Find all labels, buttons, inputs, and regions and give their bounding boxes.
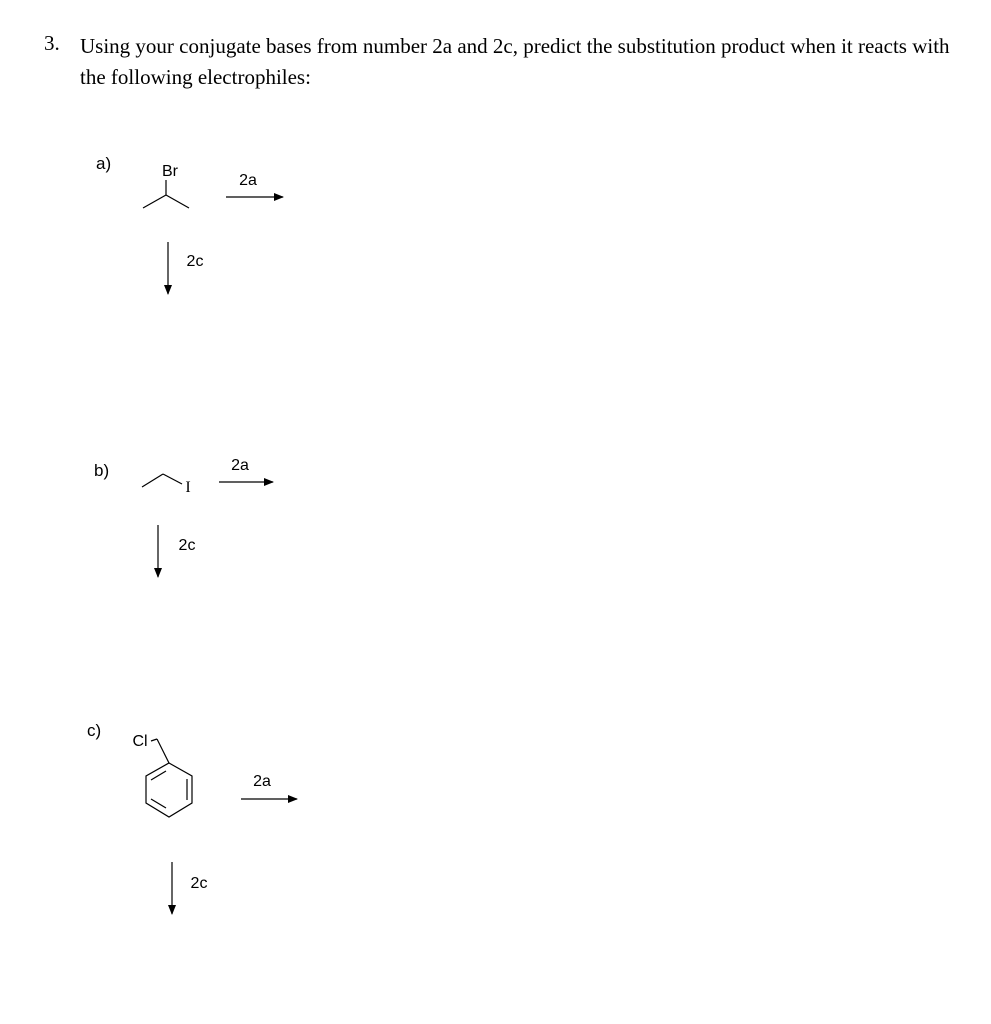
part-a-right-reagent: 2a — [239, 172, 257, 189]
part-a-left-methyl-bond — [143, 195, 166, 208]
part-b-right-reagent: 2a — [231, 457, 249, 474]
part-c-label: c) — [87, 721, 102, 740]
part-a-down-reagent: 2c — [186, 253, 204, 270]
part-a-right-methyl-bond — [166, 195, 189, 208]
part-c-benzene-ring — [146, 763, 192, 817]
part-c-down-reagent: 2c — [190, 875, 208, 892]
part-c-right-reagent: 2a — [253, 773, 271, 790]
part-b-label: b) — [94, 461, 110, 480]
part-b-down-reagent: 2c — [178, 537, 196, 554]
part-c-atom-label: Cl — [132, 733, 148, 750]
question-text: Using your conjugate bases from number 2a and 2c, predict the substitution product when it reacts with the following electrophiles: — [80, 34, 950, 89]
part-a-label: a) — [96, 154, 112, 173]
part-c-structure — [132, 733, 192, 817]
part-c-ch2-ring-bond — [157, 739, 169, 763]
part-b-structure — [142, 474, 191, 496]
part-b-c2-i-bond — [163, 474, 182, 484]
question-number: 3. — [44, 31, 60, 55]
part-b-c1-c2-bond — [142, 474, 163, 487]
part-a-structure — [143, 163, 189, 208]
part-c-cl-ch2-bond — [151, 739, 157, 741]
part-b-atom-label: I — [185, 479, 191, 496]
part-c-ring-double-bond-3 — [151, 799, 166, 808]
part-a-atom-label: Br — [162, 163, 178, 180]
